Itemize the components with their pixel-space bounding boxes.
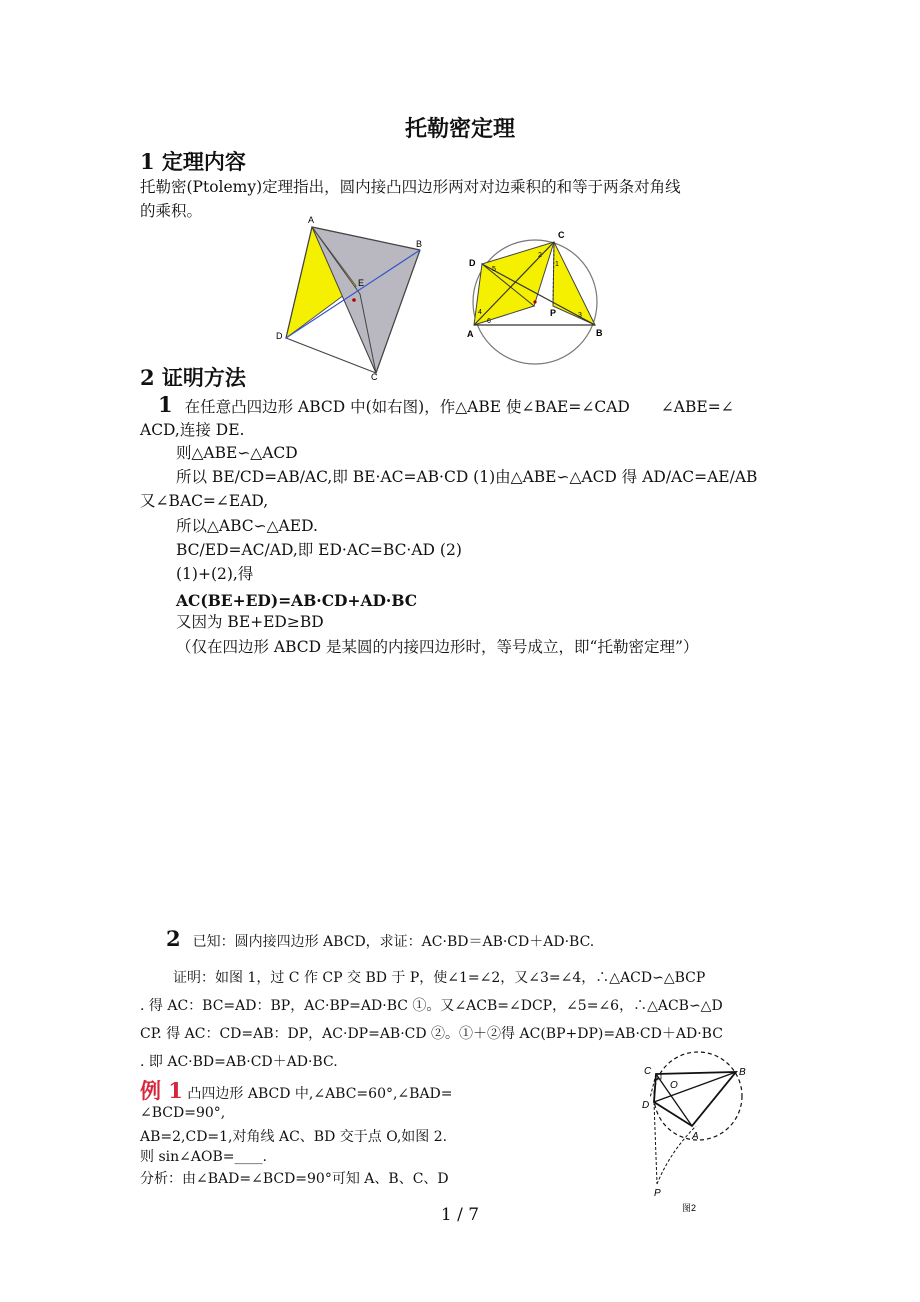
example1-line-1 [140,1075,453,1105]
fig-r-label-d: D [469,258,476,268]
proof2-number: 2 [166,926,181,951]
fig-r-label-a: A [467,329,474,339]
proof1-text-1: 在任意凸四边形 ABCD 中(如右图)，作△ABE 使∠BAE=∠CAD ∠ABE=∠ [184,398,734,416]
fig-r-angle-1: 1 [555,261,559,268]
proof1-line-2: ACD,连接 DE. [140,421,245,439]
fig2-caption: 图2 [682,1203,697,1213]
theorem-line-2: 的乘积。 [140,202,203,220]
page-number: 1 / 7 [440,1205,480,1225]
fig-r-label-b: B [596,328,603,338]
fig2-label-b: B [739,1067,746,1078]
figure-quadrilateral [268,212,444,382]
section1-heading: 1 定理内容 [140,149,246,174]
fig2-label-p: P [654,1188,661,1199]
fig2-label-o: O [670,1080,678,1091]
figure-cyclic-quadrilateral [462,226,612,370]
example1-line-3: AB=2,CD=1,对角线 AC、BD 交于点 O,如图 2. [140,1129,448,1145]
fig-r-angle-5: 5 [492,266,496,273]
proof1-line-5: 又∠BAC=∠EAD, [140,492,269,510]
proof2-statement-text: 已知：圆内接四边形 ABCD，求证：AC·BD＝AB·CD＋AD·BC. [192,934,595,950]
proof1-line-8: (1)+(2),得 [176,565,254,583]
fig1-label-b: B [416,239,423,249]
fig-r-angle-3: 3 [578,312,582,319]
example1-line-5: 分析：由∠BAD=∠BCD=90°可知 A、B、C、D [140,1171,449,1187]
fig-r-label-p: P [550,308,557,318]
fig-r-angle-4: 4 [478,309,482,316]
example1-line-4: 则 sin∠AOB=____. [140,1149,267,1165]
fig-r-label-c: C [558,230,565,240]
proof2-line-3: CP. 得 AC：CD=AB：DP，AC·DP=AB·CD ②。①＋②得 AC(BP+DP)=AB·CD＋AD·BC [140,1026,723,1042]
example1-line-2: ∠BCD=90°, [140,1105,226,1121]
fig-r-angle-2: 2 [538,252,542,259]
section2-heading: 2 证明方法 [140,365,246,390]
proof1-line-1 [158,394,734,418]
proof2-line-2: . 得 AC：BC=AD：BP，AC·BP=AD·BC ①。又∠ACB=∠DCP，∠5=∠6，∴△ACB∽△D [140,998,723,1014]
fig-r-angle-6: 6 [487,318,491,325]
proof1-line-4: 所以 BE/CD=AB/AC,即 BE·AC=AB·CD (1)由△ABE∽△ACD 得 AD/AC=AE/AB [176,468,758,486]
proof1-line-11: （仅在四边形 ABCD 是某圆的内接四边形时，等号成立，即“托勒密定理”） [176,638,699,656]
theorem-line-1: 托勒密(Ptolemy)定理指出，圆内接凸四边形两对对边乘积的和等于两条对角线 [140,178,681,196]
fig1-label-c: C [371,372,378,382]
proof2-statement [166,928,594,953]
fig2-label-c: C [644,1066,652,1077]
proof2-line-4: . 即 AC·BD=AB·CD＋AD·BC. [140,1054,338,1070]
example1-label: 例 1 [140,1078,183,1103]
example1-text-1: 凸四边形 ABCD 中,∠ABC=60°,∠BAD= [187,1086,453,1102]
fig2-label-a: A [692,1131,699,1142]
proof1-line-6: 所以△ABC∽△AED. [176,517,318,535]
fig1-label-a: A [308,215,315,225]
proof1-line-9: AC(BE+ED)=AB·CD+AD·BC [176,591,418,610]
fig1-label-d: D [276,331,283,341]
fig2-label-d: D [642,1100,650,1111]
fig1-label-e: E [358,278,365,288]
figure-2 [636,1040,762,1218]
proof1-number: 1 [158,392,173,417]
page-title: 托勒密定理 [404,116,515,142]
proof1-line-10: 又因为 BE+ED≥BD [176,613,324,631]
proof2-line-1: 证明：如图 1，过 C 作 CP 交 BD 于 P，使∠1=∠2，又∠3=∠4，∴△ACD∽△BCP [173,970,706,986]
proof1-line-7: BC/ED=AC/AD,即 ED·AC=BC·AD (2) [176,541,462,559]
proof1-line-3: 则△ABE∽△ACD [176,444,298,462]
